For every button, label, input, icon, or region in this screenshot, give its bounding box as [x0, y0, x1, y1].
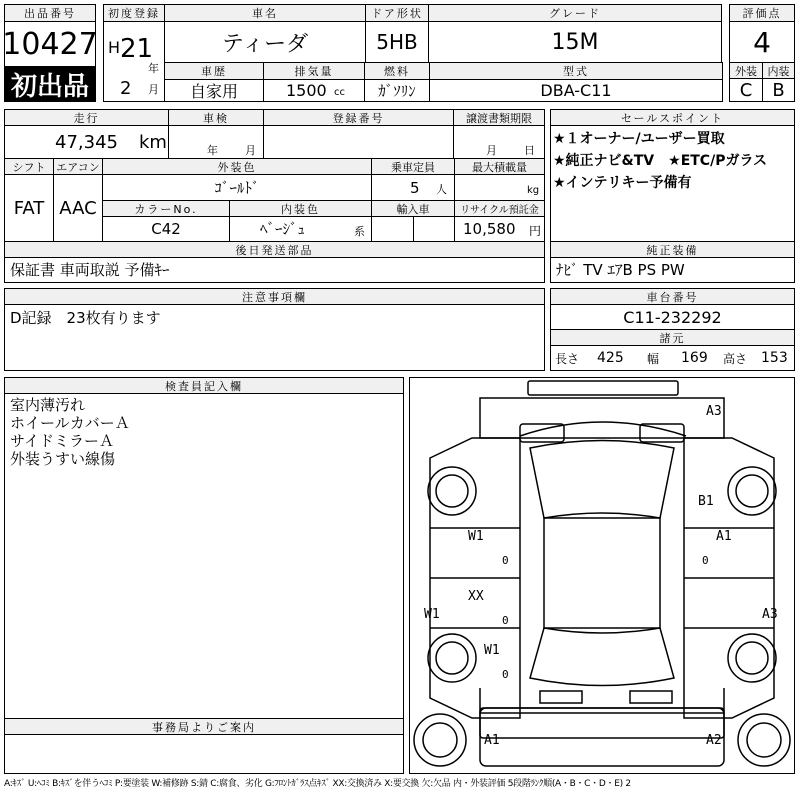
mark-xx: XX — [468, 589, 484, 604]
door-type: 5HB — [365, 21, 429, 63]
front-bumper-top — [528, 381, 678, 395]
office-notes — [4, 734, 404, 774]
sales-point-line: ★純正ナビ&TV ★ETC/Pガラス — [553, 153, 768, 169]
capacity — [371, 174, 455, 201]
lot-number: 10427 — [4, 21, 96, 67]
specs — [550, 345, 795, 371]
chassis-number: C11-232292 — [550, 304, 795, 330]
notes-text: D記録 23枚有ります — [10, 309, 161, 327]
plate-label: 登録番号 — [263, 109, 454, 126]
mark-a3-right: A3 — [762, 607, 778, 622]
wheel-front-right — [728, 467, 776, 515]
capacity-unit: 人 — [436, 183, 447, 196]
car-diagram-drawing — [410, 378, 794, 773]
door-label: ドア形状 — [365, 4, 429, 22]
inspection-year-unit: 年 — [207, 144, 218, 157]
mileage — [4, 125, 169, 159]
registration-year: 21 — [120, 34, 154, 64]
mark-b1: B1 — [698, 494, 714, 509]
mileage-unit: km — [139, 132, 167, 153]
mark-a3-top: A3 — [706, 404, 722, 419]
mark-a2-bottom: A2 — [706, 733, 722, 748]
office-label: 事務局よりご案内 — [4, 718, 404, 735]
max-load — [454, 174, 545, 201]
roof — [544, 518, 660, 628]
genuine-label: 純正装備 — [550, 241, 795, 258]
taillight-left — [540, 691, 582, 703]
interior-label: 内装 — [762, 62, 795, 79]
spare-wheel-left-inner — [423, 723, 457, 757]
history-label: 車歴 — [164, 62, 264, 80]
interior-color-label: 内装色 — [229, 200, 372, 217]
mark-w1-side: W1 — [424, 607, 440, 622]
interior-color-value: ﾍﾞｰｼﾞｭ — [260, 220, 306, 238]
recycle-value: 10,580 — [463, 220, 516, 238]
shift-label: シフト — [4, 158, 54, 175]
ac: AAC — [53, 174, 103, 242]
windshield — [530, 441, 674, 519]
mileage-value: 47,345 — [55, 132, 118, 153]
height-value: 153 — [761, 350, 788, 366]
displacement — [263, 79, 365, 102]
inspector-label: 検査員記入欄 — [4, 377, 404, 394]
grade: 15M — [428, 21, 722, 63]
color-label: 外装色 — [102, 158, 372, 175]
interior-color-suffix: 系 — [354, 225, 365, 238]
mark-a1-bottom: A1 — [484, 733, 500, 748]
interior-color — [229, 216, 372, 242]
length-label: 長さ — [555, 352, 580, 366]
import-right — [413, 216, 455, 242]
capacity-value: 5 — [410, 179, 420, 197]
fuel-label: 燃料 — [364, 62, 430, 80]
first-registration — [103, 21, 165, 102]
car-name: ティーダ — [164, 21, 366, 63]
transfer-day-unit: 日 — [524, 144, 535, 157]
first-listing-badge: 初出品 — [4, 66, 96, 102]
spare-wheel-right-inner — [747, 723, 781, 757]
mark-zero-1: 0 — [502, 554, 509, 567]
inspector-line: 外装うすい線傷 — [10, 450, 116, 468]
first-registration-label: 初度登録 — [103, 4, 165, 22]
notes-label: 注意事項欄 — [4, 288, 545, 305]
mileage-label: 走行 — [4, 109, 169, 126]
genuine-text: ﾅﾋﾞ TV ｴｱB PS PW — [556, 261, 685, 279]
wheel-rear-left-inner — [436, 642, 468, 674]
sales-point-line: ★インテリキー予備有 — [553, 175, 692, 191]
displacement-label: 排気量 — [263, 62, 365, 80]
legend: A:ｷｽﾞ U:ﾍｺﾐ B:ｷｽﾞを伴うﾍｺﾐ P:要塗装 W:補修跡 S:錆 C:腐食、劣化 G:ﾌﾛﾝﾄｶﾞﾗｽ点ｷｽﾞ XX:交換済み X:要交換 欠:欠品 内・外装評価 5段階ﾗﾝｸ順(A・B・C・D・E) 2 — [4, 779, 631, 789]
spare-wheel-right — [738, 714, 790, 766]
plate — [263, 125, 454, 159]
color-no: C42 — [102, 216, 230, 242]
later-parts-label: 後日発送部品 — [4, 241, 545, 258]
mark-zero-right: 0 — [702, 554, 709, 567]
score: 4 — [729, 21, 795, 63]
width-label: 幅 — [647, 352, 660, 366]
model: DBA-C11 — [429, 79, 723, 102]
later-parts-text: 保証書 車両取説 予備ｷｰ — [10, 261, 170, 279]
height-label: 高さ — [723, 352, 748, 366]
mark-zero-2: 0 — [502, 614, 509, 627]
spare-wheel-left — [414, 714, 466, 766]
length-value: 425 — [597, 350, 624, 366]
shift: FAT — [4, 174, 54, 242]
inspector-line: サイドミラーＡ — [10, 432, 114, 450]
model-label: 型式 — [429, 62, 723, 80]
inspection-month-unit: 月 — [245, 144, 256, 157]
rear-window — [530, 628, 674, 686]
front-bumper — [480, 398, 724, 438]
color-no-label: カラーNo. — [102, 200, 230, 217]
notes — [4, 304, 545, 371]
exterior-label: 外装 — [729, 62, 763, 79]
sales-points — [550, 125, 795, 242]
inspector-line: ホイールカバーＡ — [10, 414, 130, 432]
recycle-label: リサイクル預託金 — [454, 200, 545, 217]
width-value: 169 — [681, 350, 708, 366]
grade-label: グレード — [428, 4, 722, 22]
import-label: 輸入車 — [371, 200, 455, 217]
era: H — [108, 38, 121, 57]
ac-label: エアコン — [53, 158, 103, 175]
sales-point-line: ★１オーナー/ユーザー買取 — [553, 131, 725, 147]
displacement-unit: cc — [334, 87, 345, 98]
capacity-label: 乗車定員 — [371, 158, 455, 175]
mark-w1-lower: W1 — [484, 643, 500, 658]
fuel: ｶﾞｿﾘﾝ — [364, 79, 430, 102]
mark-zero-3: 0 — [502, 668, 509, 681]
wheel-rear-right-inner — [736, 642, 768, 674]
import-left — [371, 216, 414, 242]
rear-view — [480, 708, 724, 766]
inspector-notes — [4, 393, 404, 719]
mark-w1-left: W1 — [468, 529, 484, 544]
wheel-rear-left — [428, 634, 476, 682]
wheel-front-left-inner — [436, 475, 468, 507]
genuine-equipment — [550, 257, 795, 283]
load-unit: kg — [527, 185, 540, 196]
rear-bumper — [480, 688, 724, 713]
exterior-grade: C — [729, 78, 763, 102]
exterior-color: ｺﾞｰﾙﾄﾞ — [102, 174, 372, 201]
car-diagram — [409, 377, 795, 774]
load-label: 最大積載量 — [454, 158, 545, 175]
lot-number-label: 出品番号 — [4, 4, 96, 22]
car-name-label: 車名 — [164, 4, 366, 22]
sales-points-label: セールスポイント — [550, 109, 795, 126]
mark-a1-right: A1 — [716, 529, 732, 544]
history: 自家用 — [164, 79, 264, 102]
displacement-value: 1500 — [286, 81, 327, 100]
recycle-unit: 円 — [529, 224, 542, 238]
wheel-front-left — [428, 467, 476, 515]
later-parts — [4, 257, 545, 283]
month-unit: 月 — [148, 83, 159, 96]
transfer-month-unit: 月 — [486, 144, 497, 157]
score-label: 評価点 — [729, 4, 795, 22]
taillight-right — [630, 691, 672, 703]
year-unit: 年 — [148, 62, 159, 75]
registration-month: 2 — [120, 78, 132, 99]
wheel-rear-right — [728, 634, 776, 682]
inspection-label: 車検 — [168, 109, 264, 126]
transfer-deadline — [453, 125, 545, 159]
specs-label: 諸元 — [550, 329, 795, 346]
chassis-label: 車台番号 — [550, 288, 795, 305]
inspector-line: 室内薄汚れ — [10, 396, 86, 414]
interior-grade: B — [762, 78, 795, 102]
recycle-fee — [454, 216, 545, 242]
inspection — [168, 125, 264, 159]
wheel-front-right-inner — [736, 475, 768, 507]
transfer-label: 譲渡書類期限 — [453, 109, 545, 126]
